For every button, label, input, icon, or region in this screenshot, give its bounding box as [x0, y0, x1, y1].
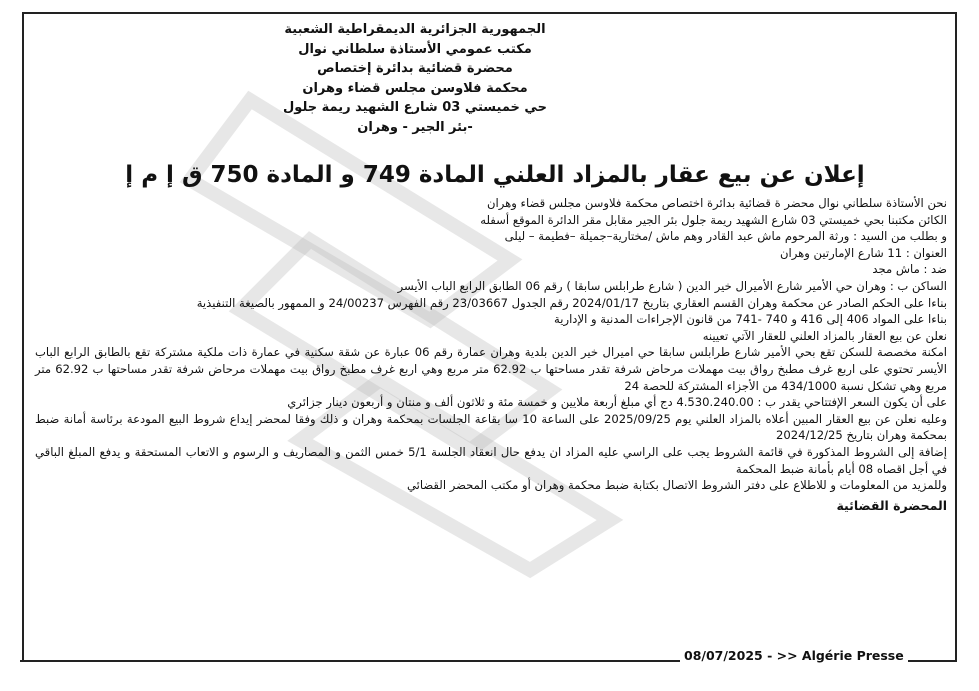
header-court: محكمة فلاوسن مجلس قضاء وهران: [302, 80, 528, 96]
body-paragraph: الكائن مكتبنا بحي خميستي 03 شارع الشهيد ريمة جلول بئر الجير مقابل مقر الدائرة الموقع أسفله: [480, 212, 947, 227]
footer-rule: [20, 660, 675, 662]
body-paragraph: و بطلب من السيد : ورثة المرحوم ماش عبد القادر وهم ماش /مختارية–جميلة –فطيمة – ليلى: [504, 229, 947, 244]
body-paragraph: نحن الأستاذة سلطاني نوال محضر ة قضائية بدائرة اختصاص محكمة فلاوسن مجلس قضاء وهران: [487, 196, 947, 210]
property-description: امكنة مخصصة للسكن تقع بحي الأمير شارع طرابلس سابقا حي اميرال خير الدين بلدية وهران عمارة رقم 06 عبارة عن شقة سكنية في عمارة ذات ملكية مشتركة تقع بالطابق الرابع الباب الأيسر تحتوي على اربع غرف مطبخ رواق بيت مهملات مرحاض شرفة تقدر مساحتها ب 62.92 متر مربع وهي اربع غرف مطبخ رواق بيت مهملات مرحاض شرفة تقدر مساحتها ب 62.92 متر مربع وهي تشكل نسبة 434/1000 من الأجزاء المشتركة للحصة 24: [35, 345, 947, 393]
auction-date-paragraph: وعليه نعلن عن بيع العقار المبين أعلاه بالمزاد العلني يوم 2025/09/25 على الساعة 10 سا بقاعة الجلسات بمحكمة وهران و ذلك وفقا لمحضر إيداع شروط البيع المودعة برئاسة أمانة ضبط بمحكمة وهران بتاريخ 2024/12/25: [35, 411, 947, 443]
contact-info: وللمزيد من المعلومات و للاطلاع على دفتر الشروط الاتصال بكتابة ضبط محكمة وهران أو مكتب المحضر القضائي: [406, 478, 947, 493]
body-paragraph: بناءا على المواد 406 إلى 416 و 740 -741 من قانون الإجراءات المدنية و الإدارية: [554, 312, 947, 327]
office-header: [200, 20, 630, 137]
body-paragraph: الساكن ب : وهران حي الأمير شارع الأميرال خير الدين ( شارع طرابلس سابقا ) رقم 06 الطابق الرابع الباب الأيسر: [397, 278, 947, 293]
footer-source: 08/07/2025 - >> Algérie Presse: [680, 648, 908, 663]
body-paragraph: العنوان : 11 شارع الإمارتين وهران: [779, 245, 947, 260]
header-republic: الجمهورية الجزائرية الديمقراطية الشعبية: [284, 22, 546, 37]
header-city: -بئر الجير - وهران: [357, 119, 473, 135]
body-paragraph: ضد : ماش مجد: [872, 262, 947, 277]
notice-body: [35, 195, 947, 514]
header-address: حي خميستي 03 شارع الشهيد ريمة جلول: [283, 100, 547, 115]
notice-title: إعلان عن بيع عقار بالمزاد العلني المادة 749 و المادة 750 ق إ م إ: [125, 162, 865, 188]
header-bailiff: محضرة قضائية بدائرة إختصاص: [317, 61, 513, 76]
signoff: المحضرة القضائية: [836, 497, 947, 513]
body-paragraph: بناءا على الحكم الصادر عن محكمة وهران القسم العقاري بتاريخ 2024/01/17 رقم الجدول 23/03667 رقم الفهرس 24/00237 و الممهور بالصيغة التنفيذية: [196, 295, 947, 310]
header-office: مكتب عمومي الأستاذة سلطاني نوال: [298, 41, 532, 57]
opening-price: على أن يكون السعر الإفتتاحي يقدر ب : 4.530.240.00 دج أي مبلغ أربعة ملايين و خمسة مئة و ثلاثون ألف و منتان و أربعون دينار جزائري: [287, 395, 947, 410]
body-paragraph: نعلن عن بيع العقار بالمزاد العلني للعقار الآتي تعيينه: [702, 328, 947, 343]
footer-rule-end: [925, 660, 941, 662]
payment-terms: إضافة إلى الشروط المذكورة في قائمة الشروط يجب على الراسي عليه المزاد ان يدفع حال انعقاد الجلسة 5/1 خمس الثمن و المصاريف و الرسوم و الاتعاب المستحقة و يدفع المبلغ الباقي في أجل اقصاه 08 أيام بأمانة ضبط المحكمة: [35, 444, 947, 476]
